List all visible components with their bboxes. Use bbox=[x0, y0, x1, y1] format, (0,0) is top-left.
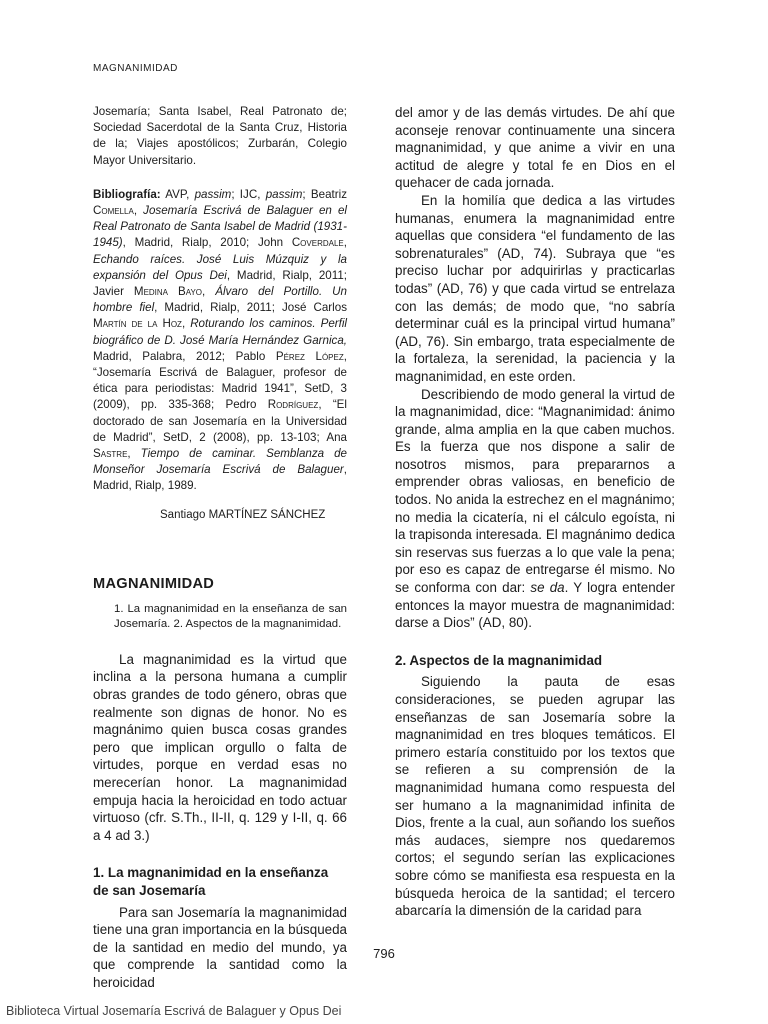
bib-text: , bbox=[127, 447, 141, 461]
bib-title: Tiempo de caminar. Semblanza de Monseñor Josemaría Escrivá de Balaguer bbox=[93, 447, 347, 477]
section1-paragraph: Para san Josemaría la magnanimidad tiene una gran importancia en la búsqueda de la santidad en medio del mundo, ya que comprende la santidad como la heroicidad bbox=[93, 904, 347, 990]
bib-author: Martín de la Hoz bbox=[93, 317, 182, 331]
running-head: MAGNANIMIDAD bbox=[93, 63, 178, 74]
description-paragraph bbox=[395, 386, 675, 632]
bib-text: , bbox=[343, 236, 347, 250]
bib-text: , bbox=[181, 317, 191, 331]
bib-text: , Madrid, Rialp, 2010; John bbox=[122, 236, 292, 250]
bib-text: AVP, bbox=[160, 187, 195, 201]
section2-paragraph: Siguiendo la pauta de esas consideraciones, se pueden agrupar las enseñanzas de san Josemaría sobre la magnanimidad en tres bloques temáticos. El primero estaría constituido por los textos que se refieren a su comprensión de la magnanimidad humana como respuesta del ser humano a la magnanimidad infinita de Dios, frente a la cual, aun soñando los sueños más audaces, siempre nos quedaremos cortos; el segundo serían las explicaciones sobre cómo se manifiesta esa respuesta en la búsqueda heroica de la santidad; el tercero abarcaría la dimensión de la caridad para bbox=[395, 674, 675, 919]
bib-title: Álvaro del Portillo. Un hombre fiel bbox=[93, 285, 347, 315]
bib-text: ; Beatriz bbox=[302, 187, 347, 201]
bibliography-label: Bibliografía: bbox=[93, 187, 161, 201]
bib-text: , bbox=[202, 285, 216, 299]
section-heading-1: 1. La magnanimidad en la enseñanza de san Josemaría bbox=[93, 865, 329, 898]
bib-title: Roturando los caminos. Perfil biográfico de D. José María Hernández Garnica, bbox=[93, 317, 347, 347]
intro-paragraph: La magnanimidad es la virtud que inclina a la persona humana a cumplir obras grandes de todo género, obras que realmente son dignas de honor. No es magnánimo quien busca cosas grandes pero que implican orgullo o falta de virtudes, porque en verdad esas no merecerían honor. La magnanimidad empuja hacia la heroicidad en todo actuar virtuoso (cfr. S.Th., II-II, q. 129 y I-II, q. 66 a 4 ad 3.) bbox=[93, 651, 347, 843]
see-also-references: Josemaría; Santa Isabel, Real Patronato de; Sociedad Sacerdotal de la Santa Cruz, Historia de la; Viajes apostólicos; Zurbarán, Colegio Mayor Universitario. bbox=[93, 105, 347, 167]
desc-italic: se da bbox=[530, 580, 565, 596]
homily-paragraph: En la homilía que dedica a las virtudes humanas, enumera la magnanimidad entre aquellas que considera “el fundamento de las sobrenaturales” (AD, 74). Subraya que “es preciso luchar por adquirirlas y practicarlas todas” (AD, 76) y que cada virtud se entrelaza con las demás; de modo que, “no sabría determinar cuál es la principal virtud humana” (AD, 76). Sin embargo, trata especialmente de la fortaleza, la serenidad, la paciencia y la magnanimidad, en este orden. bbox=[395, 192, 675, 384]
bib-text: , bbox=[133, 204, 144, 218]
bib-author: Rodríguez bbox=[267, 398, 319, 412]
bib-text: , “El doctorado de san Josemaría en la Universidad de Madrid”, SetD, 2 (2008), pp. 13-103; Ana bbox=[93, 398, 347, 444]
bib-author: Pérez López bbox=[275, 349, 344, 363]
left-column bbox=[93, 104, 347, 992]
bibliography bbox=[93, 187, 347, 495]
bib-text: , Madrid, Rialp, 2011; Javier bbox=[93, 268, 347, 299]
entry-title: MAGNANIMIDAD bbox=[93, 575, 215, 592]
bib-text: ; IJC, bbox=[231, 187, 266, 201]
bib-title: Echando raíces. José Luis Múzquiz y la expansión del Opus Dei bbox=[93, 252, 347, 282]
bib-title: Josemaría Escrivá de Balaguer en el Real Patronato de Santa Isabel de Madrid (1931-1945) bbox=[93, 204, 347, 250]
right-column bbox=[395, 104, 675, 920]
section-heading-2: 2. Aspectos de la magnanimidad bbox=[395, 652, 603, 668]
bib-text: , Madrid, Rialp, 2011; José Carlos bbox=[154, 301, 347, 315]
desc-text: Describiendo de modo general la virtud de la magnanimidad, dice: “Magnanimidad: ánimo grande, alma amplia en la que caben muchos. Es la fuerza que nos dispone a salir de nosotros mismos, para prepararnos a emprender obras valiosas, en beneficio de todos. No anida la estrechez en el magnánimo; no media la cicatería, ni el cálculo egoísta, ni la trapisonda interesada. El magnánimo dedica sin reservas sus fuerzas a lo que vale la pena; por eso es capaz de entregarse él mismo. No se conforma con dar: bbox=[395, 386, 675, 596]
continued-paragraph: del amor y de las demás virtudes. De ahí que aconseje renovar continuamente una sincera magnanimidad, y que anime a vivir en una actitud de alegre y total fe en Dios en el quehacer de cada jornada. bbox=[395, 105, 675, 191]
author-signature: Santiago MARTÍNEZ SÁNCHEZ bbox=[160, 508, 326, 521]
entry-outline: 1. La magnanimidad en la enseñanza de san Josemaría. 2. Aspectos de la magnanimidad. bbox=[114, 602, 347, 631]
bib-author: Medina Bayo bbox=[133, 285, 203, 299]
desc-text: . Y logra entender entonces la mayor muestra de magnanimidad: darse a Dios” (AD, 80). bbox=[395, 580, 675, 631]
bib-text: , “Josemaría Escrivá de Balaguer, profesor de ética para periodistas: Madrid 1941”, SetD, 3 (2009), pp. 335-368; Pedro bbox=[93, 349, 347, 412]
bib-author: Sastre bbox=[93, 447, 128, 461]
footer-source: Biblioteca Virtual Josemaría Escrivá de Balaguer y Opus Dei bbox=[6, 1004, 342, 1018]
bib-author: Coverdale bbox=[291, 236, 344, 250]
bib-italic: passim bbox=[265, 187, 303, 201]
bib-text: , Madrid, Rialp, 1989. bbox=[93, 463, 347, 493]
bib-text: Madrid, Palabra, 2012; Pablo bbox=[93, 349, 276, 363]
bib-author: Comella bbox=[93, 204, 134, 218]
bib-italic: passim bbox=[194, 187, 232, 201]
page-number: 796 bbox=[373, 946, 395, 961]
